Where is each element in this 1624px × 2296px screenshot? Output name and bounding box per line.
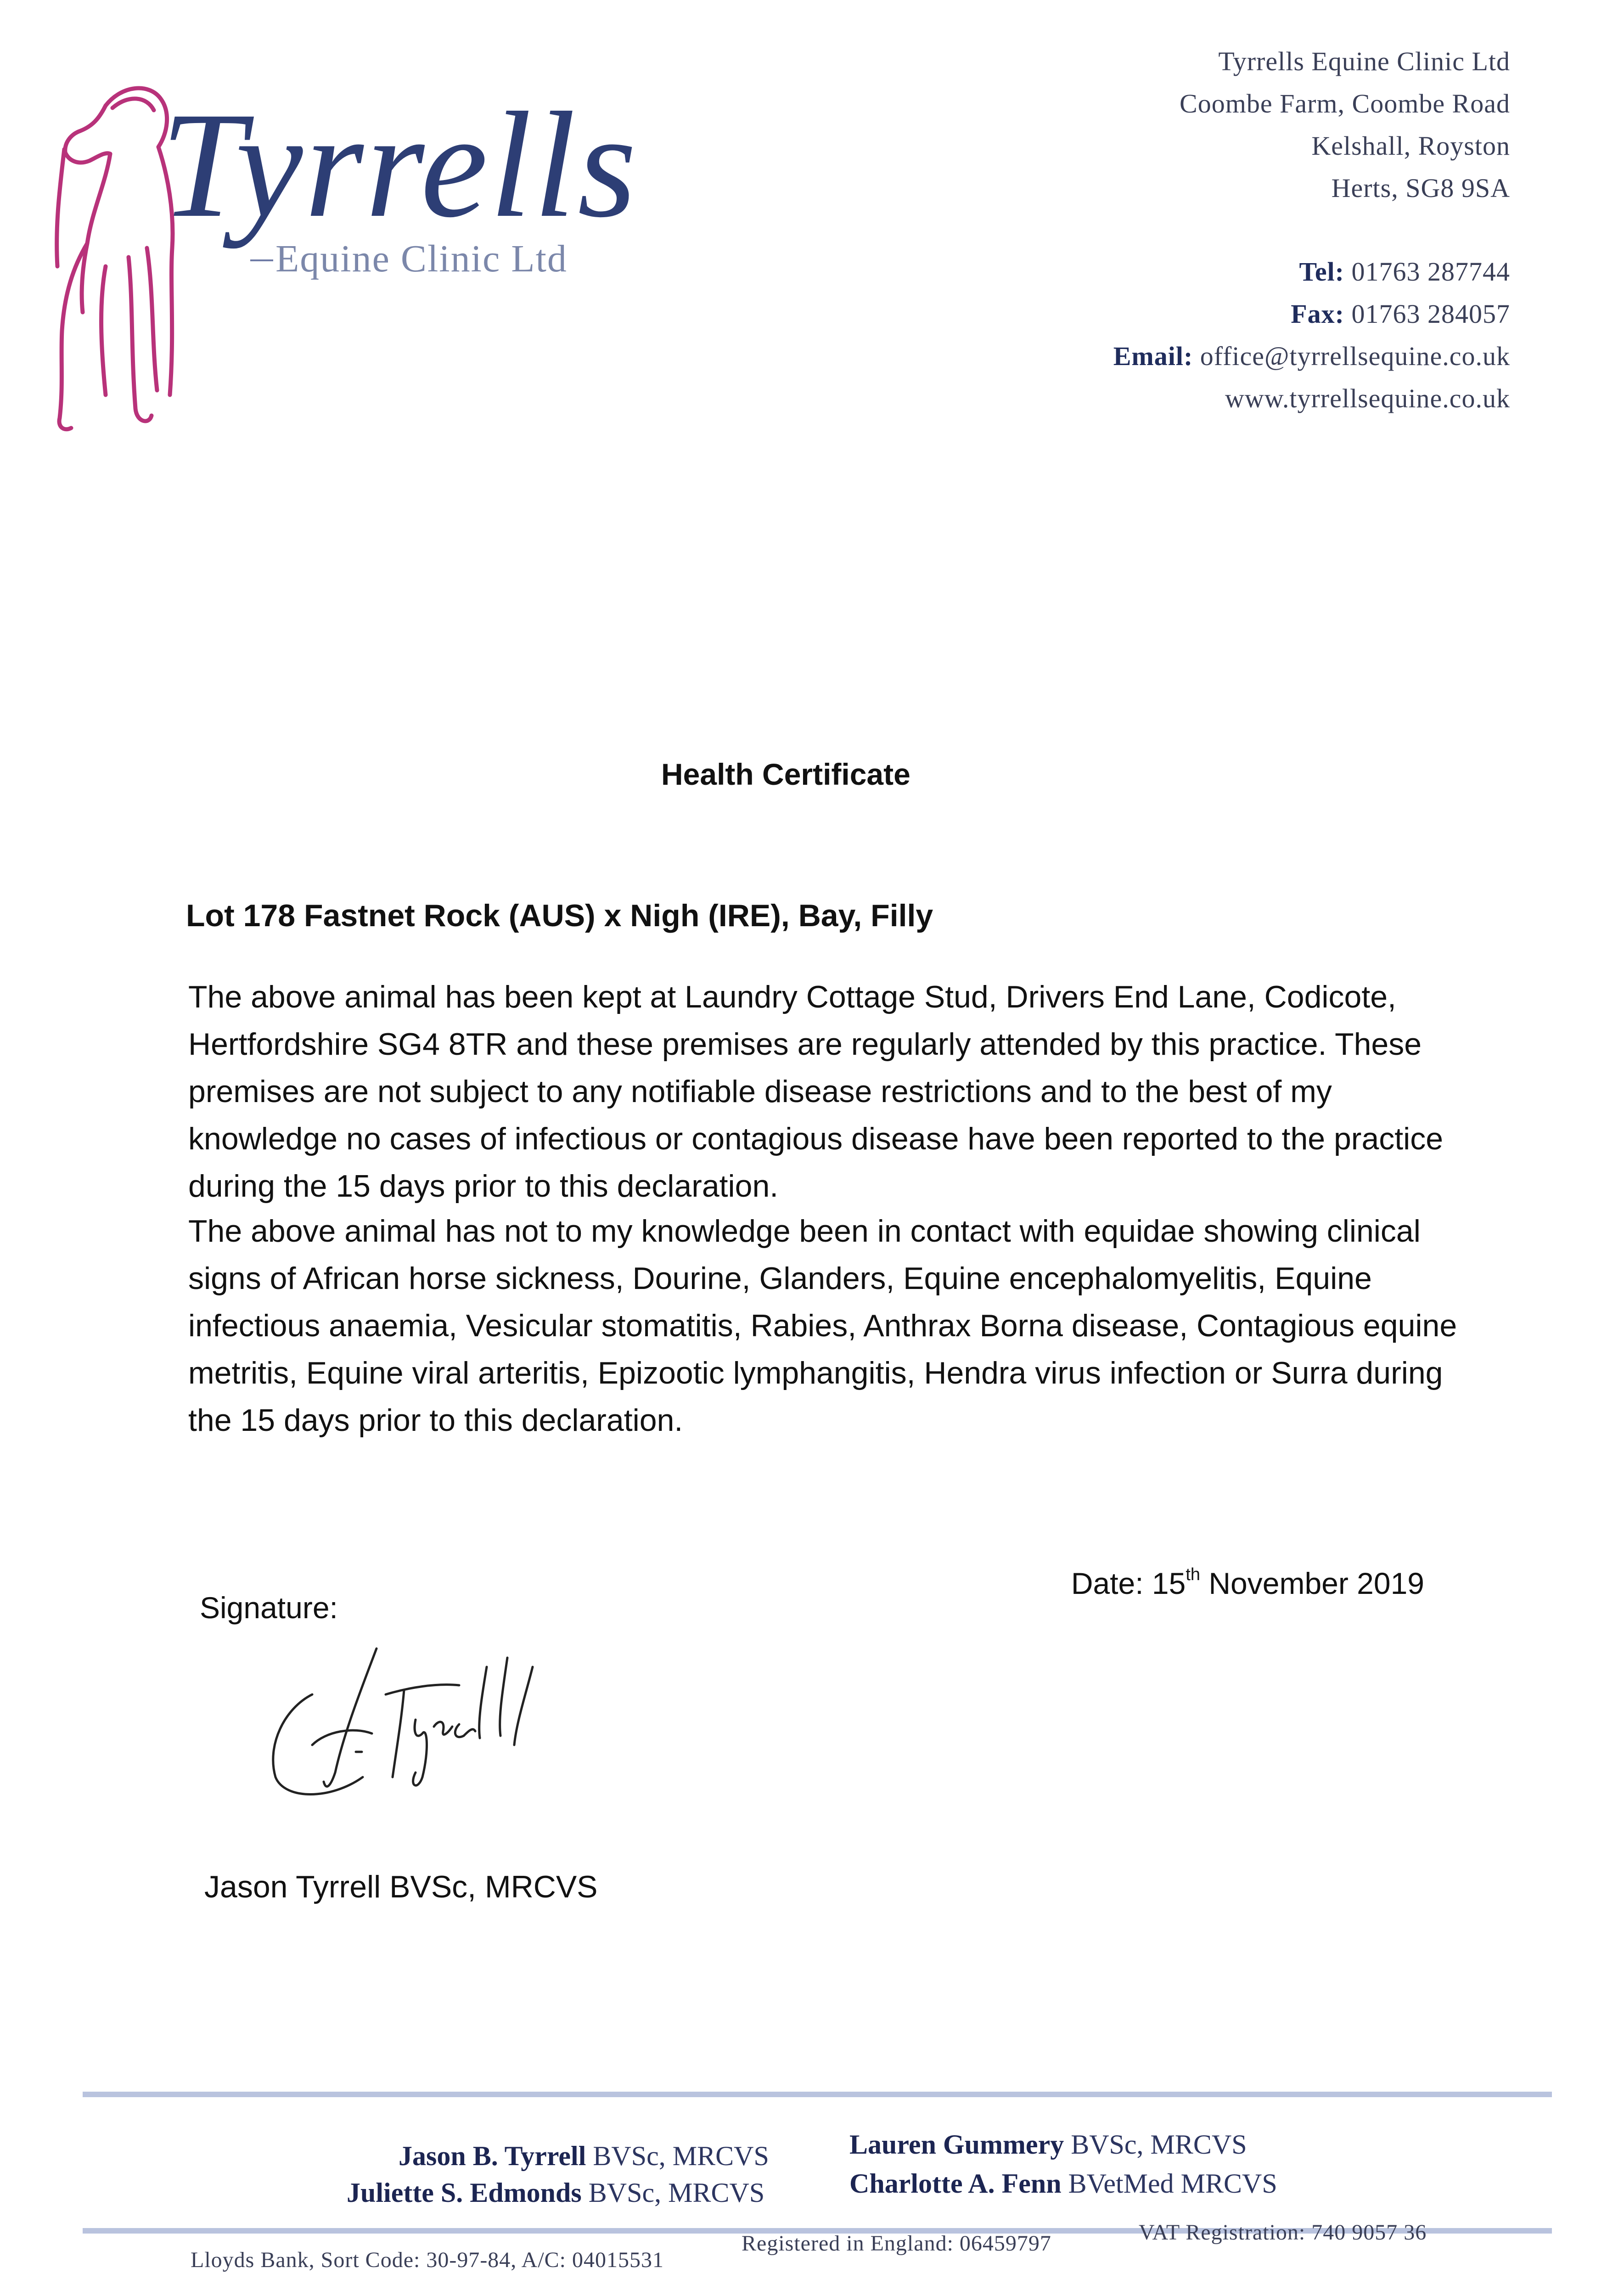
fax-label: Fax: bbox=[1291, 299, 1344, 329]
telephone-line bbox=[1299, 259, 1510, 285]
date-month-year: November 2019 bbox=[1208, 1566, 1424, 1600]
date-label: Date: bbox=[1071, 1566, 1144, 1600]
date-day: 15 bbox=[1152, 1566, 1186, 1600]
signature-label: Signature: bbox=[200, 1591, 338, 1625]
telephone-label: Tel: bbox=[1299, 257, 1344, 287]
address-line-street: Coombe Farm, Coombe Road bbox=[1180, 89, 1510, 118]
brand-subtitle: Equine Clinic Ltd bbox=[275, 237, 568, 280]
paragraph-contact: The above animal has not to my knowledge been in contact with equidae showing clinical signs of African horse sickness, Dourine, Glanders, Equine encephalomyelitis, Equine infectious anaemia, Vesicular stomatitis, Rabies, Anthrax Borna disease, Contagious equine metritis, Equine viral arteritis, Epizootic lymphangitis, Hendra virus infection or Surra during the 15 days prior to this declaration. bbox=[188, 1214, 1457, 1438]
partner-line bbox=[399, 2142, 769, 2170]
partner-qualification: BVetMed MRCVS bbox=[1068, 2168, 1277, 2199]
partner-name: Juliette S. Edmonds bbox=[347, 2178, 582, 2208]
partner-line bbox=[347, 2179, 764, 2206]
signer-name: Jason Tyrrell BVSc, MRCVS bbox=[204, 1869, 598, 1904]
address-line-town: Kelshall, Royston bbox=[1311, 131, 1510, 161]
vat-registration: VAT Registration: 740 9057 36 bbox=[1139, 2220, 1427, 2245]
partner-qualification: BVSc, MRCVS bbox=[593, 2141, 769, 2171]
partner-qualification: BVSc, MRCVS bbox=[1071, 2129, 1247, 2160]
email-label: Email: bbox=[1113, 341, 1193, 371]
partner-qualification: BVSc, MRCVS bbox=[588, 2178, 765, 2208]
partner-line bbox=[849, 2170, 1277, 2197]
date-suffix: th bbox=[1186, 1565, 1201, 1584]
website: www.tyrrellsequine.co.uk bbox=[1225, 383, 1510, 413]
date-line bbox=[1071, 1566, 1424, 1601]
handwritten-signature bbox=[257, 1639, 551, 1809]
partner-name: Jason B. Tyrrell bbox=[399, 2141, 586, 2171]
partner-line bbox=[849, 2131, 1247, 2158]
partner-name: Lauren Gummery bbox=[849, 2129, 1064, 2160]
email-line bbox=[1113, 343, 1510, 370]
lot-heading: Lot 178 Fastnet Rock (AUS) x Nigh (IRE), Bay, Filly bbox=[186, 898, 933, 933]
fax-number: 01763 284057 bbox=[1351, 299, 1510, 329]
brand-name: Tyrrells bbox=[161, 81, 639, 249]
address-line-postcode: Herts, SG8 9SA bbox=[1331, 173, 1510, 203]
bank-details: Lloyds Bank, Sort Code: 30-97-84, A/C: 04015531 bbox=[191, 2248, 664, 2272]
brand-underline bbox=[250, 259, 273, 261]
partner-name: Charlotte A. Fenn bbox=[849, 2168, 1062, 2199]
telephone-number: 01763 287744 bbox=[1351, 257, 1510, 287]
document-title: Health Certificate bbox=[661, 757, 910, 791]
company-registration: Registered in England: 06459797 bbox=[742, 2231, 1051, 2256]
paragraph-premises: The above animal has been kept at Laundry Cottage Stud, Drivers End Lane, Codicote, Hertfordshire SG4 8TR and these premises are regularly attended by this practice. These premises are not subject to any notifiable disease restrictions and to the best of my knowledge no cases of infectious or contagious disease have been reported to the practice during the 15 days prior to this declaration. bbox=[188, 979, 1444, 1204]
email-address: office@tyrrellsequine.co.uk bbox=[1200, 341, 1510, 371]
address-line-company: Tyrrells Equine Clinic Ltd bbox=[1218, 46, 1510, 76]
footer-divider-top bbox=[83, 2092, 1552, 2097]
fax-line bbox=[1291, 301, 1510, 327]
